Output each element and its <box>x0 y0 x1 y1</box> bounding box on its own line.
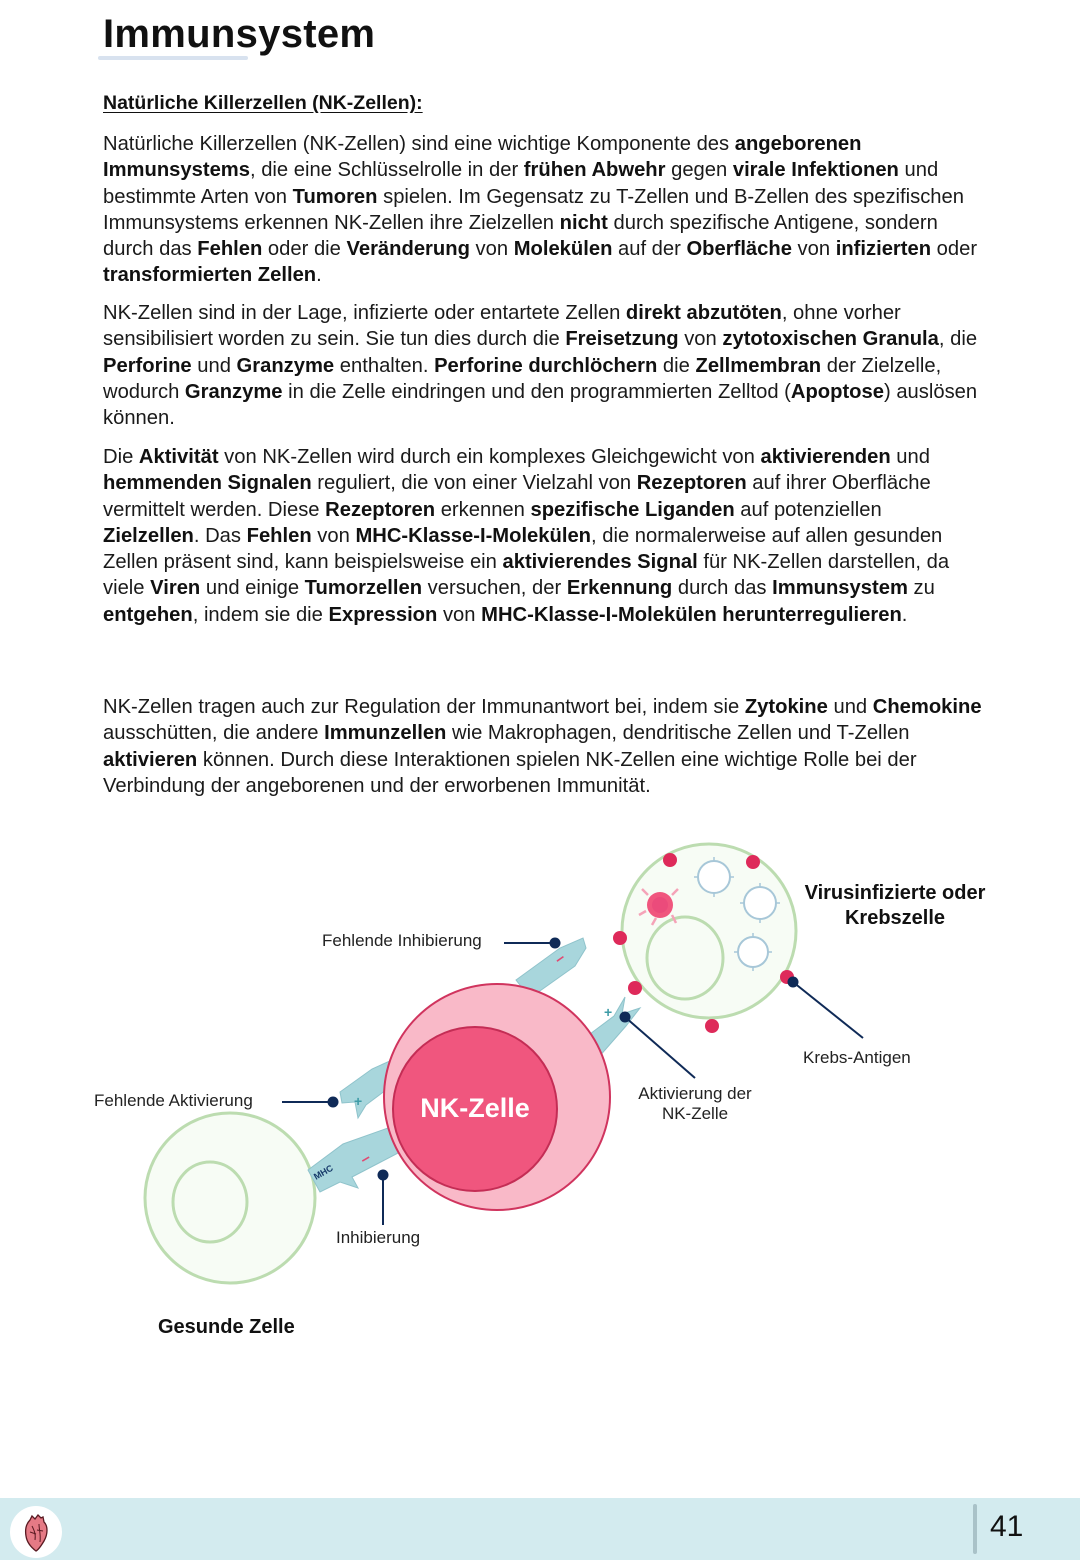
text-run: von <box>469 238 514 261</box>
bold-term: Fehlen <box>246 524 312 547</box>
healthy-cell-membrane <box>145 1113 315 1283</box>
text-run: ausschütten, die andere <box>103 722 325 745</box>
text-run: versuchen, der <box>422 577 567 600</box>
receptor-inhibitory-mhc <box>308 1128 400 1192</box>
label-healthy-cell: Gesunde Zelle <box>158 1316 295 1338</box>
bold-term: Perforine <box>103 354 192 377</box>
text-run: gegen <box>665 159 733 182</box>
label-missing-activation: Fehlende Aktivierung <box>94 1091 253 1110</box>
label-target-cell <box>795 881 995 931</box>
text-run: oder <box>931 238 978 261</box>
minus-sign-mhc: – <box>357 1149 374 1169</box>
text-run: von NK-Zellen wird durch ein komplexes Gleichgewicht von <box>218 446 761 468</box>
paragraph-cytokines <box>103 694 983 799</box>
bold-term: virale Infektionen <box>732 159 899 182</box>
bold-term: MHC-Klasse-I-Molekülen <box>355 524 592 547</box>
bold-term: zytotoxischen Granula <box>722 328 939 351</box>
bold-term: Fehlen <box>197 238 263 261</box>
label-target-cell-line1: Virusinfizierte oder <box>804 882 986 904</box>
page-footer <box>0 1498 1080 1560</box>
bold-term: Rezeptoren <box>636 472 747 495</box>
bold-term: spezifische Liganden <box>530 498 735 521</box>
bold-term: Perforine durchlöchern <box>434 354 658 377</box>
text-run: können. Durch diese Interaktionen spielen NK-Zellen eine wichtige Rolle bei der Verbindung der angeborenen und der erworbenen Immunität. <box>103 748 917 797</box>
text-run: auf ihrer Oberfläche vermittelt werden. Diese <box>103 472 931 521</box>
footer-logo <box>10 1506 62 1558</box>
bold-term: infizierten <box>835 238 932 261</box>
text-run: . <box>316 264 322 287</box>
label-inhibition: Inhibierung <box>336 1228 421 1247</box>
bold-term: Erkennung <box>566 577 673 600</box>
text-run: in die Zelle eindringen und den programmierten Zelltod ( <box>282 380 791 403</box>
label-missing-inhibition: Fehlende Inhibierung <box>322 931 482 950</box>
healthy-cell <box>145 1113 315 1283</box>
text-run: ) auslösen können. <box>103 380 978 430</box>
text-run: durch das <box>672 577 773 600</box>
title-underline <box>98 56 248 60</box>
bold-term: Immunzellen <box>324 722 447 745</box>
text-run: von <box>311 524 356 547</box>
section-heading: Natürliche Killerzellen (NK-Zellen): <box>103 92 423 114</box>
text-run: Die <box>103 446 139 468</box>
text-run: spielen. Im Gegensatz zu T-Zellen und B-Zellen des spezifischen Immunsystems erkennen NK-Zellen ihre Zielzellen <box>103 185 964 234</box>
bold-term: Granzyme <box>184 380 283 403</box>
bold-term: angeborenen Immunsystems <box>103 133 862 182</box>
bold-term: Viren <box>150 577 201 600</box>
bold-term: Tumorzellen <box>304 577 423 600</box>
text-run: Natürliche Killerzellen (NK-Zellen) sind eine wichtige Komponente des <box>103 133 735 155</box>
text-run: , ohne vorher sensibilisiert worden zu sein. Sie tun dies durch die <box>103 302 901 351</box>
text-run: , die eine Schlüsselrolle in der <box>249 159 524 182</box>
bold-term: Zytokine <box>744 696 828 718</box>
paragraph-regulation <box>103 444 983 628</box>
label-nk-activation-line1: Aktivierung der <box>638 1084 752 1103</box>
virus-particle <box>698 861 730 893</box>
bold-term: hemmenden Signalen <box>103 472 312 495</box>
text-run: und <box>191 354 237 377</box>
bold-term: aktivierenden <box>760 446 891 468</box>
page-number: 41 <box>990 1510 1024 1543</box>
label-nk-activation-line2: NK-Zelle <box>661 1104 729 1123</box>
text-run: erkennen <box>435 498 531 521</box>
text-run: NK-Zellen tragen auch zur Regulation der Immunantwort bei, indem sie <box>103 696 745 718</box>
label-nk-activation <box>632 1084 758 1124</box>
text-run: von <box>437 603 482 626</box>
bold-term: Oberfläche <box>686 238 792 261</box>
nk-cell-label: NK-Zelle <box>420 1093 530 1123</box>
bold-term: Chemokine <box>872 696 982 718</box>
nk-cell-diagram <box>0 830 1080 1370</box>
bold-term: Freisetzung <box>565 328 679 351</box>
label-target-cell-line2: Krebszelle <box>844 907 946 929</box>
bold-term: Aktivität <box>138 446 219 468</box>
footer-divider <box>973 1504 977 1554</box>
text-run: durch spezifische Antigene, sondern durch das <box>103 211 938 261</box>
text-run: oder die <box>262 238 347 261</box>
paragraph-intro <box>103 131 983 289</box>
minus-sign-top: – <box>551 949 569 969</box>
text-run: und einige <box>200 577 305 600</box>
paragraph-cytotoxicity <box>103 300 983 431</box>
bold-term: Expression <box>328 603 438 626</box>
pointer-cancer-antigen <box>793 982 863 1038</box>
text-run: und bestimmte Arten von <box>103 159 939 208</box>
bold-term: Tumoren <box>292 185 378 208</box>
text-run: . <box>901 603 908 626</box>
bold-term: Granzyme <box>236 354 335 377</box>
text-run: enthalten. <box>334 354 435 377</box>
text-run: auf potenziellen <box>734 498 882 521</box>
bold-term: Apoptose <box>790 380 884 403</box>
bold-term: direkt abzutöten <box>625 302 782 324</box>
text-run: NK-Zellen sind in der Lage, infizierte oder entartete Zellen <box>103 302 626 324</box>
plus-sign-left: + <box>354 1093 363 1109</box>
text-run: . Das <box>193 524 247 547</box>
label-cancer-antigen: Krebs-Antigen <box>803 1048 911 1067</box>
bold-term: entgehen <box>103 603 193 626</box>
bold-term: aktivierendes Signal <box>502 551 698 574</box>
bold-term: nicht <box>559 211 608 234</box>
bold-term: Veränderung <box>346 238 470 261</box>
bold-term: Zielzellen <box>103 524 194 547</box>
text-run: für NK-Zellen darstellen, da viele <box>103 551 950 600</box>
bold-term: frühen Abwehr <box>523 159 666 182</box>
bold-term: transformierten Zellen <box>103 264 317 287</box>
virus-particle <box>744 887 776 919</box>
mhc-label: MHC <box>312 1162 335 1182</box>
bold-term: aktivieren <box>103 748 198 771</box>
text-run: , die <box>938 328 978 351</box>
text-run: der Zielzelle, wodurch <box>103 354 942 403</box>
target-cell <box>613 844 796 1033</box>
nk-cell <box>384 984 613 1210</box>
text-run: , die normalerweise auf allen gesunden Zellen präsent sind, kann beispielsweise ein <box>103 524 943 574</box>
plus-sign-target: + <box>604 1004 613 1020</box>
bold-term: Molekülen <box>513 238 613 261</box>
text-run: auf der <box>612 238 687 261</box>
text-run: , indem sie die <box>192 603 329 626</box>
text-run: und <box>890 446 930 468</box>
pointer-nk-activation <box>625 1017 695 1078</box>
virus-particle <box>738 937 768 967</box>
text-run: reguliert, die von einer Vielzahl von <box>311 472 637 495</box>
bold-term: Zellmembran <box>695 354 822 377</box>
text-run: wie Makrophagen, dendritische Zellen und T-Zellen <box>446 722 910 745</box>
text-run: zu <box>907 577 935 600</box>
text-run: und <box>827 696 873 718</box>
bold-term: MHC-Klasse-I-Molekülen herunterregulieren <box>481 603 902 626</box>
text-run: von <box>678 328 723 351</box>
text-run: die <box>657 354 696 377</box>
bold-term: Rezeptoren <box>325 498 436 521</box>
text-run: von <box>791 238 836 261</box>
page-title: Immunsystem <box>103 12 376 56</box>
anatomical-heart-icon <box>10 1506 62 1558</box>
bold-term: Immunsystem <box>772 577 908 600</box>
